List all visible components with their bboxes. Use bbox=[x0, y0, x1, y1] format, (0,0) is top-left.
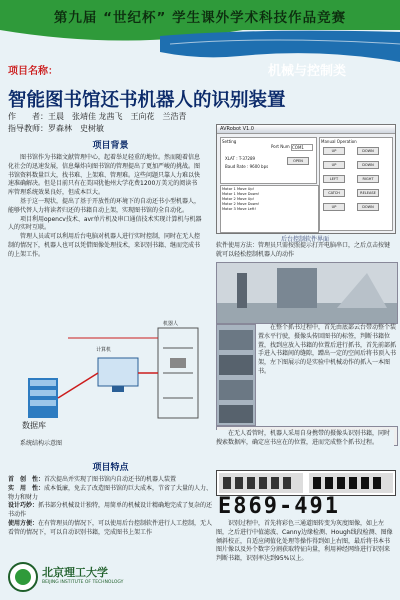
port-select[interactable]: COM1 bbox=[291, 144, 313, 151]
university-seal-icon bbox=[8, 562, 38, 592]
authors: 王晨 张靖佳 龙茜飞 王向花 兰浩青 bbox=[48, 112, 187, 121]
software-description: 软件使用方法：管理员只需按照提示打开电脑串口，之后点击按键就可以轻松控制机器人的动作 bbox=[216, 242, 391, 258]
log-entry: Motor 2 Move Up! bbox=[222, 197, 255, 201]
log-list[interactable] bbox=[220, 185, 319, 233]
banner-wave-decoration bbox=[0, 22, 400, 62]
competition-title: 第九届 “世纪杯” 学生课外学术科技作品竞赛 bbox=[53, 10, 347, 26]
advisors: 罗森林 史树敏 bbox=[48, 124, 104, 133]
background-heading: 项目背景 bbox=[92, 141, 129, 151]
setting-label: Setting bbox=[222, 139, 237, 144]
book-label-images bbox=[216, 470, 396, 496]
recognized-book-number: E869-491 bbox=[218, 494, 340, 519]
recognition-process-text: 识别过程中，首先将彩色三通道图转变为灰度图像，如上左图，之后进行中值滤波、Canny边缘检测、Hough线段检测、图像倾斜校正，自适应阈值化处理等操作得到如上右图，最后将书本书图片像以及外个数字分割获取特征向量，利用神经网络进行识别来判断书籍，识别率达到95%以上。 bbox=[216, 520, 393, 563]
log-entry: Motor 2 Move Down! bbox=[222, 202, 260, 206]
status-line: XLAT : T-37289 bbox=[225, 156, 256, 161]
project-name-label: 项目名称： bbox=[8, 66, 58, 77]
control-button[interactable]: DOWN bbox=[357, 203, 379, 211]
log-entry: Motor 3 Move Left! bbox=[222, 207, 256, 211]
authors-label: 作 者： bbox=[8, 112, 48, 121]
control-button[interactable]: DOWN bbox=[357, 161, 379, 169]
control-button[interactable]: LEFT bbox=[323, 175, 345, 183]
open-button[interactable]: OPEN bbox=[287, 157, 309, 165]
control-button[interactable]: RIGHT bbox=[357, 175, 379, 183]
control-button[interactable]: UP bbox=[323, 161, 345, 169]
bookshelf-photo bbox=[216, 324, 256, 426]
software-caption: 后台控制软件界面 bbox=[280, 236, 329, 243]
features-section bbox=[8, 460, 213, 538]
authors-line bbox=[8, 111, 213, 123]
background-paragraph: 管理人员或可以利用后台电脑对机器人进行实时控制，同时在无人控制的情况下，机器人也可以凭借图像处理技术，来识别书籍、继而完成书的上架工作。 bbox=[8, 233, 201, 258]
control-button[interactable]: CATCH bbox=[323, 189, 345, 197]
background-section bbox=[8, 138, 213, 260]
background-paragraph: 基于这一现状，提出了基于开放性的环境下的自动还书小型机器人，能够代替人力将读者归还的书籍自动上架，实现图书馆的全自动化。 bbox=[8, 197, 201, 214]
grasp-process-text: 在整个抓书过程中，首先由底部云台带动整个装置水平行驶，摄像头传回图书的标签，判断书籍位置，找到应放入书籍的位置后进行抓书，首先前部抓手进入书籍间的缝隙，蹭出一定的空间后将书顶入书架，左下图展示的是实验中机械动作的抓入一本图书。 bbox=[258, 324, 397, 375]
university-name-cn: 北京理工大学 bbox=[42, 566, 108, 579]
software-screenshot bbox=[216, 124, 396, 234]
manual-label: Manual Operation bbox=[321, 139, 357, 144]
unattended-text: 在无人看管时，机器人采用自身携带的摄像头识别书籍，同时搜索数据库，确定应书应在的位置，进而完成整个抓书过程。 bbox=[216, 430, 394, 448]
project-category: 机械与控制类 bbox=[268, 64, 347, 79]
diagram-caption: 系统结构示意图 bbox=[20, 440, 63, 447]
status-line: Baud Rate : 9600 bps bbox=[225, 164, 269, 169]
database-label: 数据库 bbox=[22, 421, 46, 430]
computer-icon bbox=[98, 358, 138, 386]
feature-item: 设计巧妙：抓书部分机械设计独特，用简单的机械设计精确地完成了复杂的还书动作 bbox=[8, 502, 213, 519]
log-entry: Motor 1 Move Up! bbox=[222, 187, 255, 191]
feature-item: 使用方便：在有管理员的情况下，可以使用后台控制软件进行人工控制，无人看管的情况下，可以自动识别书籍，完成图书上架工作 bbox=[8, 519, 213, 536]
software-window-title: AVRobot V1.0 bbox=[217, 125, 395, 134]
background-paragraph: 项目利用opencv技术、avr单片机及串口通信技术实现计算机与机器人的实时互联。 bbox=[8, 215, 202, 232]
advisors-label: 指导教师： bbox=[8, 124, 48, 133]
control-button[interactable]: UP bbox=[323, 203, 345, 211]
robot-label: 机器人 bbox=[163, 321, 179, 327]
university-logo bbox=[8, 558, 124, 596]
system-diagram bbox=[8, 318, 213, 448]
university-name-en: BEIJING INSTITUTE OF TECHNOLOGY bbox=[42, 580, 124, 585]
project-title: 智能图书馆还书机器人的识别装置 bbox=[8, 90, 286, 111]
advisors-line bbox=[8, 123, 213, 135]
people-block bbox=[8, 111, 213, 135]
features-heading: 项目特点 bbox=[92, 463, 129, 473]
computer-label: 计算机 bbox=[96, 347, 112, 353]
control-button[interactable]: UP bbox=[323, 147, 345, 155]
control-button[interactable]: RELEASE bbox=[357, 189, 379, 197]
background-paragraph: 图书馆作为书籍文献管理中心，起着举足轻重的地位。然而随着信息化社会的迅速发展，信息爆炸向图书馆的管理提出了更加严峻的挑战。图书馆资料数量巨大，找书难、上架难、管理难。这些问题只靠人力难以快速准确解决。但是目前只有在美国犹他州大学花费1200万美元的阅读书库管理系统效果良好，但成本巨大。 bbox=[8, 154, 201, 197]
robot-photo bbox=[216, 262, 398, 324]
control-button[interactable]: DOWN bbox=[357, 147, 379, 155]
port-label: Port Num bbox=[271, 144, 290, 149]
log-entry: Motor 1 Move Down! bbox=[222, 192, 260, 196]
feature-item: 首 创 性：首次提出并实现了图书馆内自动还书的机器人装置 bbox=[8, 476, 177, 483]
feature-item: 实 用 性：成本低廉，免去了改造图书馆的巨大成本，节省了大量的人力、物力和财力 bbox=[8, 484, 213, 501]
